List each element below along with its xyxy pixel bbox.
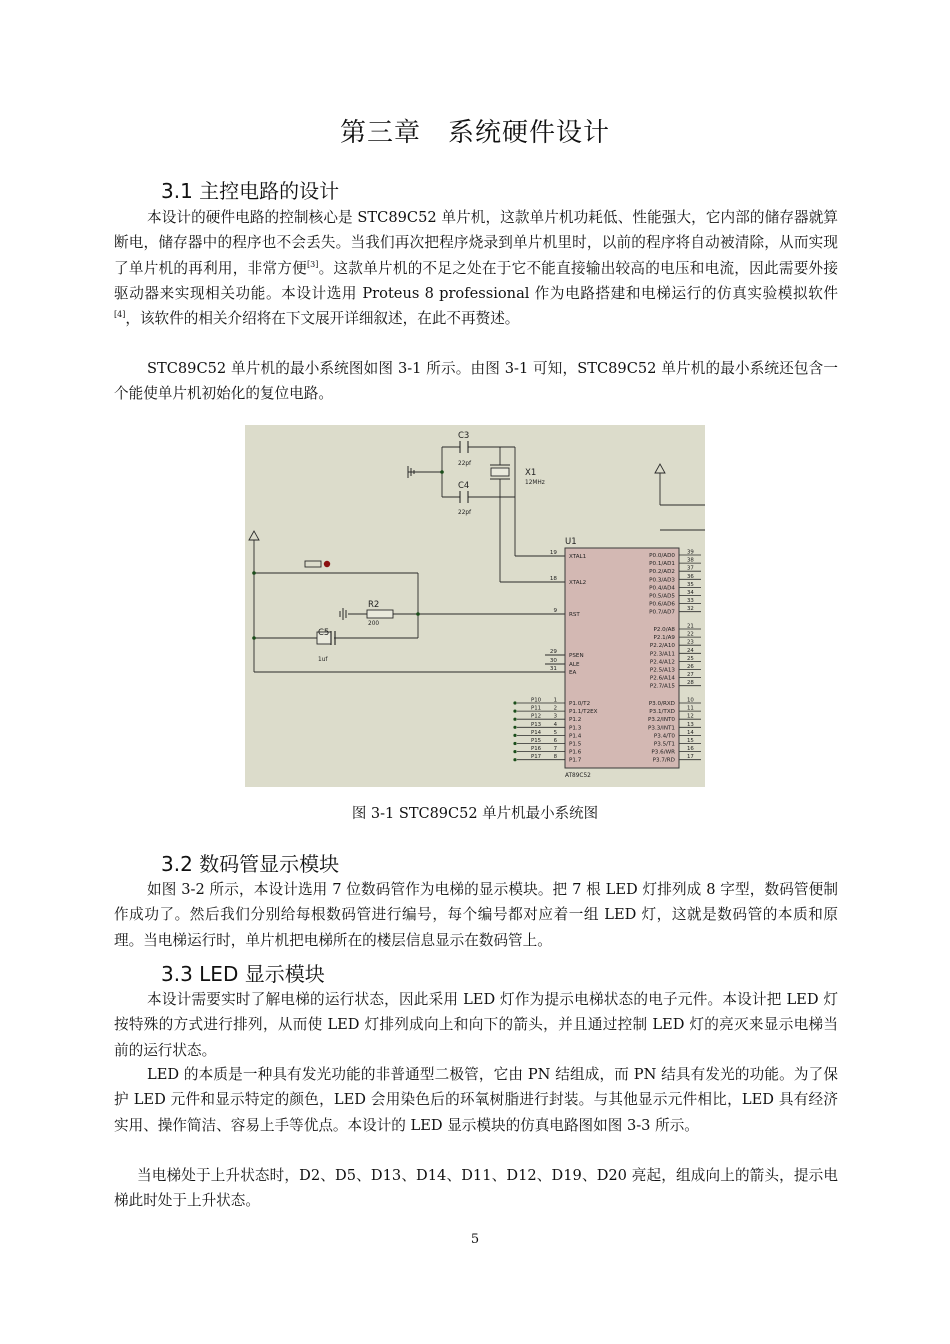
pin-name: P1.0/T2 xyxy=(569,701,591,707)
pin-name: P0.4/AD4 xyxy=(649,585,675,592)
pin-number: 6 xyxy=(553,738,557,744)
pin-name: P0.0/AD0 xyxy=(649,553,675,559)
pin-number: 11 xyxy=(687,705,694,712)
net-terminal-dot xyxy=(513,742,516,745)
pin-name: ALE xyxy=(569,662,580,668)
net-label: P13 xyxy=(531,721,542,728)
pin-name: P1.4 xyxy=(569,733,582,740)
circuit-schematic-figure xyxy=(245,425,705,787)
pin-name: P2.0/A8 xyxy=(653,627,675,633)
x1-value: 12MHz xyxy=(525,480,545,486)
r2-value: 200 xyxy=(368,621,380,627)
pin-number: 22 xyxy=(687,631,694,638)
pin-number: 4 xyxy=(553,721,557,728)
pin-number: 25 xyxy=(687,655,694,662)
pin-name: P3.7/RD xyxy=(652,757,675,764)
figure-caption: 图 3-1 STC89C52 单片机最小系统图 xyxy=(351,806,599,822)
pin-name: P0.3/AD3 xyxy=(649,577,675,584)
pin-number: 15 xyxy=(687,738,694,744)
pin-name: P3.4/T0 xyxy=(653,733,675,740)
pin-name: XTAL2 xyxy=(569,580,587,586)
net-terminal-dot xyxy=(513,710,516,713)
net-label: P17 xyxy=(531,754,542,761)
pin-number: 24 xyxy=(687,647,694,654)
section-heading-3-3: 3.3 LED 显示模块 xyxy=(161,962,325,986)
r2-label: R2 xyxy=(368,600,380,610)
pin-number: 1 xyxy=(553,697,557,704)
c5-value: 1uf xyxy=(318,657,328,663)
pin-name: P1.6 xyxy=(569,749,582,756)
net-label: P15 xyxy=(531,738,542,744)
pin-number: 8 xyxy=(553,754,557,761)
pin-number: 13 xyxy=(687,721,694,728)
pin-name: P2.3/A11 xyxy=(649,651,675,658)
pin-number: 14 xyxy=(687,729,694,736)
chapter-title: 第三章 系统硬件设计 xyxy=(339,118,610,148)
pin-number: 29 xyxy=(549,649,557,655)
capacitor-c3-symbol xyxy=(460,441,468,453)
pin-name: P2.1/A9 xyxy=(653,635,675,642)
page-number: 5 xyxy=(470,1232,480,1247)
section-3-1-paragraph-2: STC89C52 单片机的最小系统图如图 3-1 所示。由图 3-1 可知，STC89C52 单片机的最小系统还包含一个能使单片机初始化的复位电路。 xyxy=(114,360,838,403)
pin-name: P1.3 xyxy=(569,725,582,732)
net-label: P10 xyxy=(531,697,542,704)
u1-label: U1 xyxy=(565,537,577,547)
pin-number: 28 xyxy=(687,680,694,687)
net-terminal-dot xyxy=(513,734,516,737)
power-terminal-icon xyxy=(655,464,665,473)
pin-number: 39 xyxy=(687,549,694,556)
schematic-svg xyxy=(245,425,705,787)
net-terminal-dot xyxy=(513,718,516,721)
pin-name: P2.7/A15 xyxy=(649,683,675,690)
pin-name: P0.7/AD7 xyxy=(649,609,675,616)
section-3-2-paragraph-1: 如图 3-2 所示，本设计选用 7 位数码管作为电梯的显示模块。把 7 根 LED 灯排列成 8 字型，数码管便制作成功了。然后我们分别给每根数码管进行编号，每个编号都对应着一组 LED 灯，这就是数码管的本质和原理。当电梯运行时，单片机把电梯所在的楼层信息显示在数码管上。 xyxy=(114,881,838,949)
pin-name: XTAL1 xyxy=(569,554,587,560)
section-3-3-paragraph-3: 当电梯处于上升状态时，D2、D5、D13、D14、D11、D12、D19、D20 亮起，组成向上的箭头，提示电梯此时处于上升状态。 xyxy=(114,1167,838,1210)
pin-number: 12 xyxy=(687,713,694,720)
c3-label: C3 xyxy=(458,431,470,441)
chip-name-label: AT89C52 xyxy=(565,773,591,779)
net-label: P12 xyxy=(531,713,542,720)
pin-name: RST xyxy=(569,612,580,618)
section-3-1-paragraph-1 xyxy=(114,205,838,331)
power-terminal-icon xyxy=(249,531,259,540)
section-heading-3-2: 3.2 数码管显示模块 xyxy=(161,852,340,876)
pin-name: P0.2/AD2 xyxy=(649,569,675,576)
pin-number: 17 xyxy=(687,754,694,761)
pin-name: P0.5/AD5 xyxy=(649,593,675,600)
resistor-r2-symbol xyxy=(367,610,393,618)
c4-value: 22pf xyxy=(458,510,472,516)
c3-value: 22pf xyxy=(458,461,472,467)
net-label: P11 xyxy=(531,705,542,712)
reset-button-symbol xyxy=(303,561,330,573)
pin-number: 3 xyxy=(553,713,557,720)
ground-symbol-2 xyxy=(340,608,346,620)
section-heading-3-1: 3.1 主控电路的设计 xyxy=(161,179,340,203)
pin-number: 34 xyxy=(687,590,694,596)
crystal-x1-symbol xyxy=(490,447,510,497)
pin-number: 2 xyxy=(553,705,557,712)
paragraph-text: 本设计的硬件电路的控制核心是 STC89C52 单片机，这款单片机功耗低、性能强大，它内部的储存器就算断电，储存器中的程序也不会丢失。当我们再次把程序烧录到单片机里时，以前的程序将自动被清除，从而实现了单片机的再利用，非常方便 xyxy=(114,209,838,277)
pin-number: 35 xyxy=(687,581,694,588)
section-3-3-paragraph-1: 本设计需要实时了解电梯的运行状态，因此采用 LED 灯作为提示电梯状态的电子元件。本设计把 LED 灯按特殊的方式进行排列，从而使 LED 灯排列成向上和向下的箭头，并且通过控制 LED 灯的亮灭来显示电梯当前的运行状态。 xyxy=(114,991,838,1059)
pin-number: 36 xyxy=(687,573,694,580)
pin-name: PSEN xyxy=(569,653,584,659)
pin-number: 23 xyxy=(687,639,694,646)
paragraph-text: ，该软件的相关介绍将在下文展开详细叙述，在此不再赘述。 xyxy=(125,310,520,328)
pin-name: P3.3/INT1 xyxy=(648,725,675,732)
x1-label: X1 xyxy=(525,468,537,478)
pin-number: 30 xyxy=(549,658,557,664)
pin-name: P2.6/A14 xyxy=(649,675,675,682)
pin-name: P2.5/A13 xyxy=(649,667,675,674)
capacitor-c4-symbol xyxy=(460,491,468,503)
net-label: P14 xyxy=(531,729,542,736)
pin-name: P1.7 xyxy=(569,757,582,764)
net-terminal-dot xyxy=(513,750,516,753)
pin-name: P2.2/A10 xyxy=(649,643,675,650)
c5-label: C5 xyxy=(318,628,330,638)
pin-name: P3.1/TXD xyxy=(649,709,675,716)
pin-name: P1.2 xyxy=(569,717,582,724)
citation-ref: [4] xyxy=(114,310,126,320)
pin-number: 26 xyxy=(687,664,694,670)
pin-number: 7 xyxy=(553,746,557,753)
section-3-3-paragraph-2: LED 的本质是一种具有发光功能的非普通型二极管，它由 PN 结组成，而 PN 结具有发光的功能。为了保护 LED 元件和显示特定的颜色，LED 会用染色后的环氧树脂进行封装。与其他显示元件相比，LED 具有经济实用、操作简洁、容易上手等优点。本设计的 LED 显示模块的仿真电路图如图 3-3 所示。 xyxy=(114,1066,838,1134)
paragraph-text: 。这款单片机的不足之处在于它不能直接输出较高的电压和电流，因此需要外接驱动器来实现相关功能。本设计选用 Proteus 8 professional 作为电路搭建和电梯运行的仿真实验模拟软件 xyxy=(114,259,838,302)
net-terminal-dot xyxy=(513,758,516,761)
net-terminal-dot xyxy=(513,726,516,729)
pin-number: 37 xyxy=(687,565,694,572)
pin-number: 10 xyxy=(687,697,694,704)
pin-number: 19 xyxy=(549,550,557,556)
net-label: P16 xyxy=(531,746,542,753)
pin-name: P3.2/INT0 xyxy=(648,717,675,724)
pin-number: 33 xyxy=(687,598,694,605)
pin-name: P0.1/AD1 xyxy=(649,561,675,568)
pin-name: P3.0/RXD xyxy=(648,701,675,707)
pin-number: 21 xyxy=(687,623,694,630)
pin-number: 31 xyxy=(549,666,557,672)
pin-number: 38 xyxy=(687,557,694,564)
pin-number: 5 xyxy=(553,729,557,736)
net-terminal-dot xyxy=(513,701,516,704)
pin-name: P2.4/A12 xyxy=(649,659,675,666)
pin-name: EA xyxy=(569,670,577,676)
pin-name: P1.1/T2EX xyxy=(569,709,598,716)
pin-name: P3.5/T1 xyxy=(653,741,675,748)
pin-number: 27 xyxy=(687,672,694,679)
citation-ref: [3] xyxy=(307,259,319,269)
pin-number: 9 xyxy=(553,608,557,614)
pin-name: P1.5 xyxy=(569,741,582,748)
pin-name: P0.6/AD6 xyxy=(649,601,675,608)
pin-number: 32 xyxy=(687,606,694,613)
pin-name: P3.6/WR xyxy=(651,749,675,756)
pin-number: 18 xyxy=(549,576,557,582)
c4-label: C4 xyxy=(458,481,470,491)
pin-number: 16 xyxy=(687,746,694,753)
